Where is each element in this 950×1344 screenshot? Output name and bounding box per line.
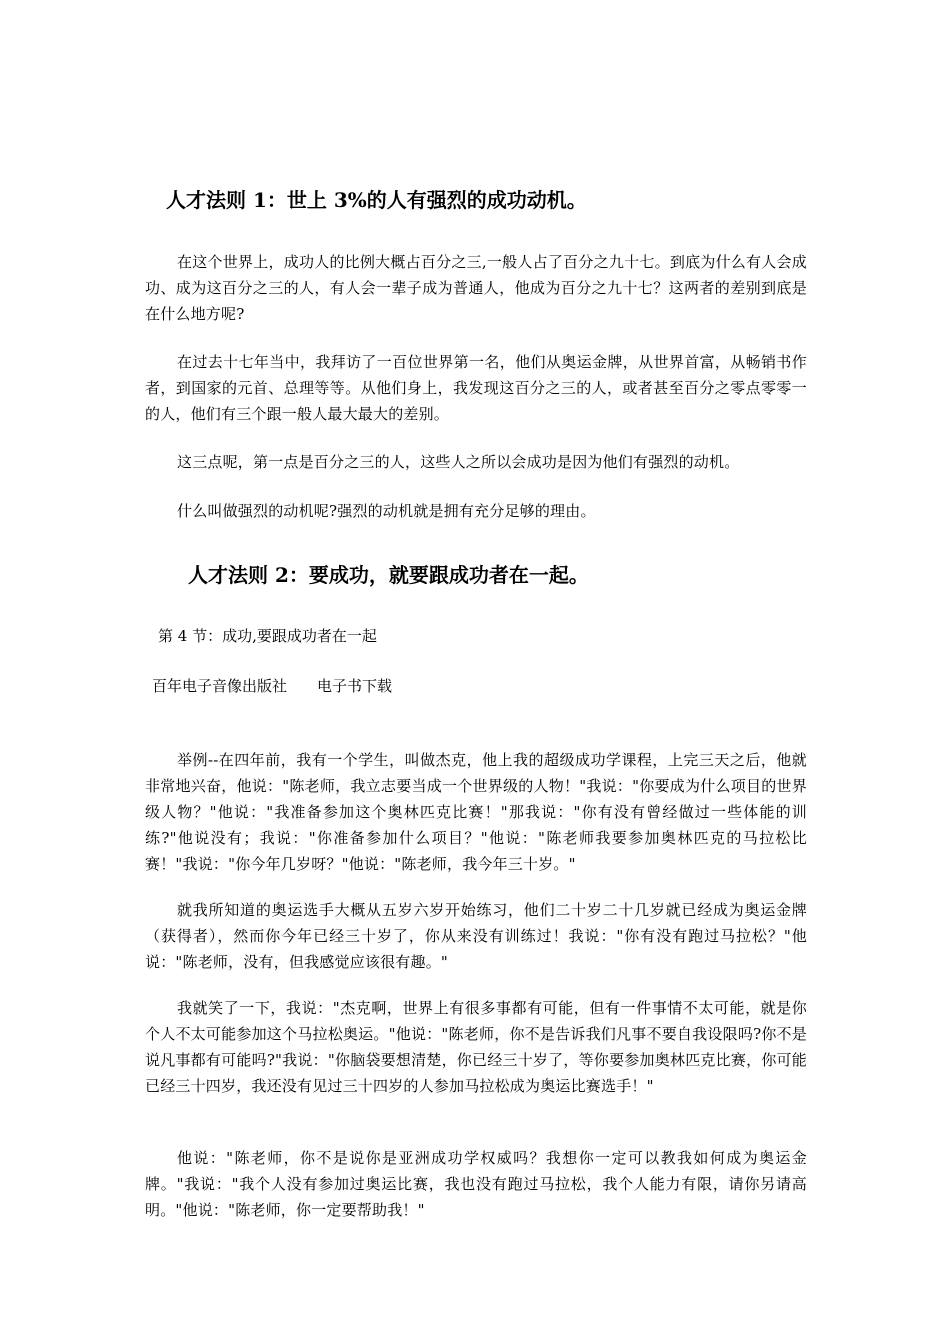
- paragraph-2: 在过去十七年当中，我拜访了一百位世界第一名，他们从奥运金牌，从世界首富，从畅销书作者，到国家的元首、总理等等。从他们身上，我发现这百分之三的人，或者甚至百分之零点零零一的人，他们有三个跟一般人最大最大的差别。: [145, 353, 807, 423]
- section-title: 第 4 节：成功,要跟成功者在一起: [158, 627, 377, 645]
- publisher-line: 百年电子音像出版社 电子书下载: [152, 677, 393, 695]
- paragraph-8: 他说："陈老师，你不是说你是亚洲成功学权威吗？我想你一定可以教我如何成为奥运金牌。"我说："我个人没有参加过奥运比赛，我也没有跑过马拉松，我个人能力有限，请你另请高明。"他说："陈老师，你一定要帮助我！": [145, 1149, 807, 1219]
- heading-rule-1: 人才法则 1：世上 3%的人有强烈的成功动机。: [166, 188, 587, 212]
- paragraph-5: 举例--在四年前，我有一个学生，叫做杰克，他上我的超级成功学课程，上完三天之后，他就非常地兴奋，他说："陈老师，我立志要当成一个世界级的人物！"我说："你要成为什么项目的世界级人物？"他说："我准备参加这个奥林匹克比赛！"那我说："你有没有曾经做过一些体能的训练?"他说没有；我说："你准备参加什么项目？"他说："陈老师我要参加奥林匹克的马拉松比赛！"我说："你今年几岁呀？"他说："陈老师，我今年三十岁。": [145, 751, 807, 873]
- paragraph-7: 我就笑了一下，我说："杰克啊，世界上有很多事都有可能，但有一件事情不太可能，就是你个人不太可能参加这个马拉松奥运。"他说："陈老师，你不是告诉我们凡事不要自我设限吗?你不是说凡事都有可能吗?"我说："你脑袋要想清楚，你已经三十岁了，等你要参加奥林匹克比赛，你可能已经三十四岁，我还没有见过三十四岁的人参加马拉松成为奥运比赛选手！": [145, 999, 807, 1095]
- heading-rule-2: 人才法则 2：要成功，就要跟成功者在一起。: [188, 563, 589, 587]
- paragraph-1: 在这个世界上，成功人的比例大概占百分之三,一般人占了百分之九十七。到底为什么有人会成功、成为这百分之三的人，有人会一辈子成为普通人，他成为百分之九十七？这两者的差别到底是在什么地方呢?: [145, 253, 807, 323]
- paragraph-4: 什么叫做强烈的动机呢?强烈的动机就是拥有充分足够的理由。: [177, 502, 596, 520]
- paragraph-3: 这三点呢，第一点是百分之三的人，这些人之所以会成功是因为他们有强烈的动机。: [177, 453, 740, 471]
- paragraph-6: 就我所知道的奥运选手大概从五岁六岁开始练习，他们二十岁二十几岁就已经成为奥运金牌（获得者），然而你今年已经三十岁了，你从来没有训练过！我说："你有没有跑过马拉松？"他说："陈老师，没有，但我感觉应该很有趣。": [145, 901, 807, 971]
